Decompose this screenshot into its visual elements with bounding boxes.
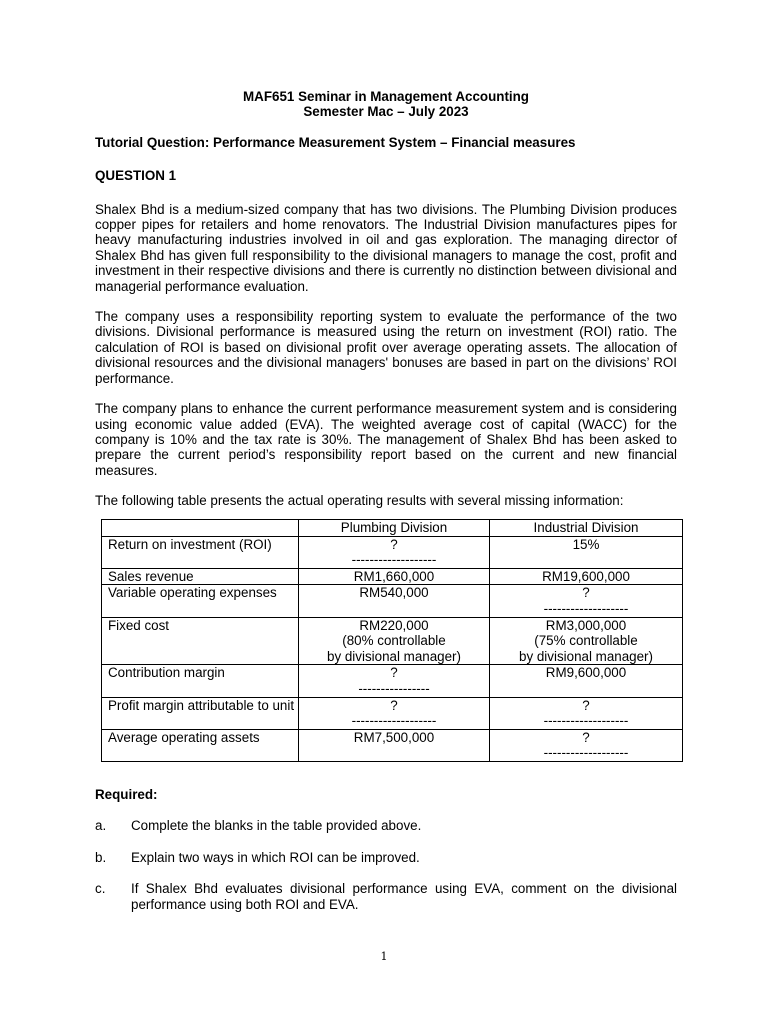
plumbing-value bbox=[299, 665, 490, 697]
cell-line: ------------------- bbox=[543, 745, 629, 761]
column-header: Industrial Division bbox=[490, 520, 683, 537]
paragraph-table-intro: The following table presents the actual operating results with several missing information: bbox=[95, 493, 624, 509]
course-title: MAF651 Seminar in Management Accounting bbox=[243, 89, 529, 104]
cell-line: ? bbox=[390, 536, 398, 552]
plumbing-value bbox=[299, 617, 490, 665]
industrial-value bbox=[490, 568, 683, 585]
industrial-value bbox=[490, 536, 683, 568]
cell-line: ? bbox=[390, 665, 398, 681]
industrial-value bbox=[490, 665, 683, 697]
plumbing-value bbox=[299, 697, 490, 729]
cell-line: RM3,000,000 bbox=[545, 617, 627, 633]
item-label: a. bbox=[95, 818, 107, 834]
table-header-row bbox=[102, 520, 683, 537]
cell-line: ? bbox=[582, 697, 590, 713]
table-row bbox=[102, 585, 683, 617]
plumbing-value bbox=[299, 729, 490, 761]
question-label: QUESTION 1 bbox=[95, 168, 177, 184]
paragraph-intro: Shalex Bhd is a medium-sized company that has two divisions. The Plumbing Division produces copper pipes for retailers and home renovators. The Industrial Division manufactures pipes for heavy manufacturing industries involved in oil and gas exploration. The managing director of Shalex Bhd has given full responsibility to the divisional managers to manage the cost, profit and investment in their respective divisions and there is currently no distinction between divisional and managerial performance evaluation. bbox=[95, 201, 677, 294]
row-label: Average operating assets bbox=[102, 729, 299, 761]
required-item-b bbox=[95, 850, 677, 865]
table-row bbox=[102, 536, 683, 568]
table-row bbox=[102, 665, 683, 697]
table-row bbox=[102, 617, 683, 665]
row-label: Return on investment (ROI) bbox=[102, 536, 299, 568]
cell-line: 15% bbox=[572, 536, 600, 552]
cell-line: ------------------- bbox=[351, 713, 437, 729]
table-row bbox=[102, 697, 683, 729]
tutorial-title: Tutorial Question: Performance Measurement System – Financial measures bbox=[95, 134, 576, 150]
item-label: b. bbox=[95, 849, 107, 865]
row-label: Contribution margin bbox=[102, 665, 299, 697]
row-label: Profit margin attributable to unit bbox=[102, 697, 299, 729]
cell-line: ------------------- bbox=[351, 552, 437, 568]
cell-line: by divisional manager) bbox=[519, 648, 653, 664]
cell-line: (80% controllable bbox=[342, 633, 446, 649]
paragraph-eva: The company plans to enhance the current performance measurement system and is considering using economic value added (EVA). The weighted average cost of capital (WACC) for the company is 10% and the tax rate is 30%. The management of Shalex Bhd has been asked to prepare the current period’s responsibility report based on the current and new financial measures. bbox=[95, 401, 677, 478]
table-row bbox=[102, 729, 683, 761]
cell-line: ? bbox=[582, 729, 590, 745]
row-label: Sales revenue bbox=[102, 568, 299, 585]
industrial-value bbox=[490, 617, 683, 665]
page-number: 1 bbox=[380, 950, 388, 963]
row-label: Fixed cost bbox=[102, 617, 299, 665]
cell-line: ------------------- bbox=[543, 713, 629, 729]
item-text: Complete the blanks in the table provided above. bbox=[131, 818, 422, 834]
cell-line: ? bbox=[390, 697, 398, 713]
row-label: Variable operating expenses bbox=[102, 585, 299, 617]
cell-line: RM19,600,000 bbox=[542, 568, 630, 584]
cell-line: ---------------- bbox=[358, 680, 430, 696]
required-title: Required: bbox=[95, 787, 158, 802]
cell-line: ------------------- bbox=[543, 600, 629, 616]
column-header: Plumbing Division bbox=[299, 520, 490, 537]
item-text: Explain two ways in which ROI can be improved. bbox=[131, 849, 420, 865]
cell-line: RM1,660,000 bbox=[353, 568, 435, 584]
table-row bbox=[102, 568, 683, 585]
cell-line: (75% controllable bbox=[534, 633, 638, 649]
plumbing-value bbox=[299, 568, 490, 585]
document-page bbox=[95, 89, 677, 509]
semester-title: Semester Mac – July 2023 bbox=[303, 104, 469, 120]
plumbing-value bbox=[299, 536, 490, 568]
paragraph-reporting-system: The company uses a responsibility reporting system to evaluate the performance of the two divisions. Divisional performance is measured using the return on investment (ROI) ratio. The calculation of ROI is based on divisional profit over average operating assets. The allocation of divisional resources and the divisional managers' bonuses are based in part on the divisions’ ROI performance. bbox=[95, 309, 677, 386]
cell-line: ? bbox=[582, 585, 590, 601]
cell-line: RM7,500,000 bbox=[353, 729, 435, 745]
cell-line: RM540,000 bbox=[359, 585, 429, 601]
industrial-value bbox=[490, 729, 683, 761]
plumbing-value bbox=[299, 585, 490, 617]
required-item-c bbox=[95, 881, 677, 912]
required-section bbox=[95, 787, 677, 912]
operating-results-table bbox=[101, 519, 683, 762]
industrial-value bbox=[490, 697, 683, 729]
item-label: c. bbox=[95, 881, 106, 897]
cell-line: RM9,600,000 bbox=[545, 665, 627, 681]
cell-line: by divisional manager) bbox=[327, 648, 461, 664]
industrial-value bbox=[490, 585, 683, 617]
cell-line: RM220,000 bbox=[359, 617, 429, 633]
item-text: If Shalex Bhd evaluates divisional performance using EVA, comment on the divisional performance using both ROI and EVA. bbox=[131, 881, 677, 912]
column-header bbox=[102, 520, 299, 537]
required-item-a bbox=[95, 818, 677, 833]
